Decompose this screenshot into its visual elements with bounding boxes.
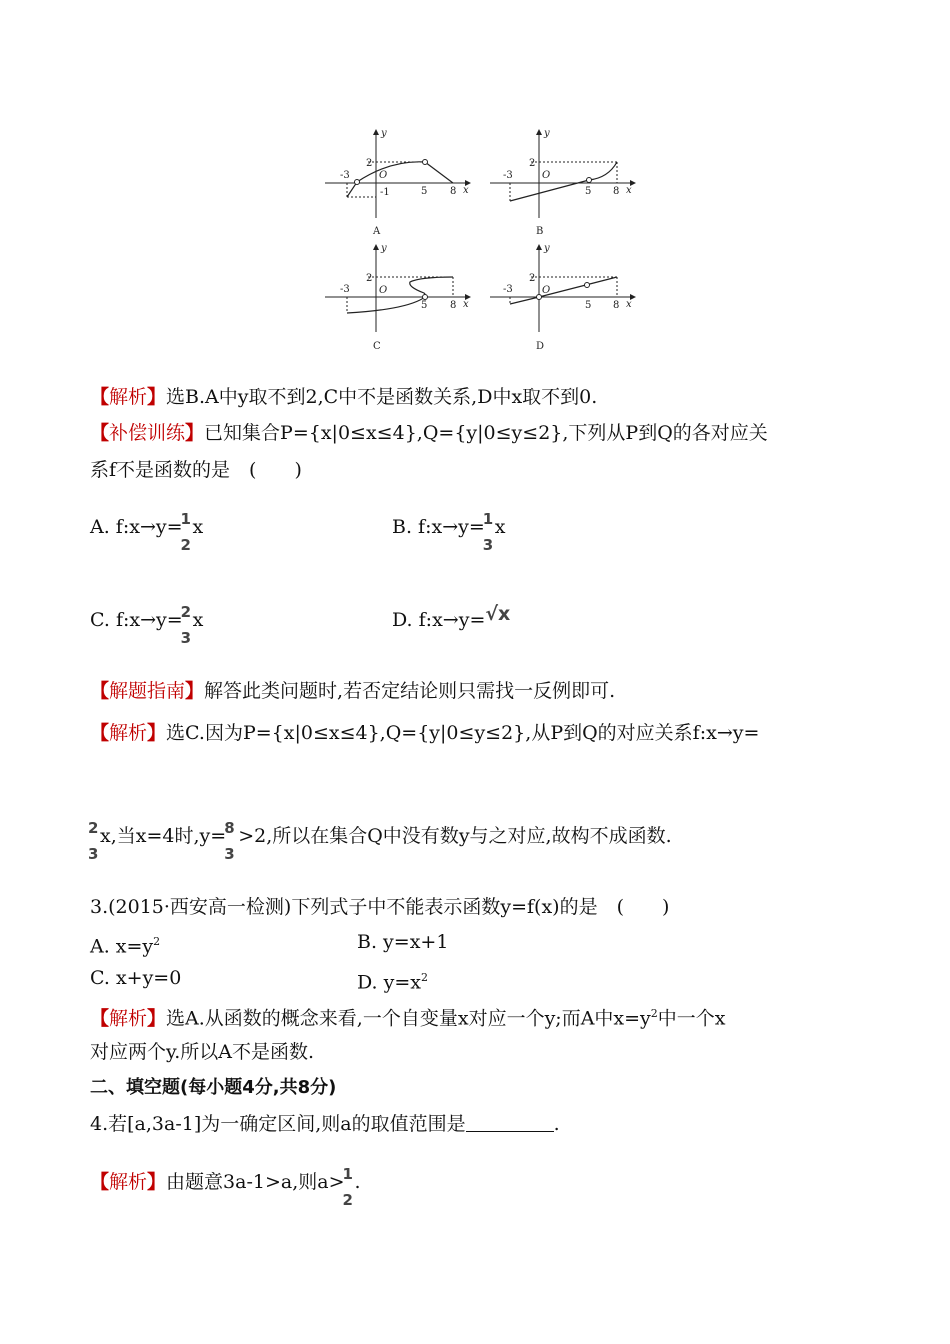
guide-tag: 【解题指南】: [90, 680, 205, 702]
comp-stem-line1: [90, 421, 768, 445]
frac-num: 1: [482, 510, 494, 528]
graph-a-tick-8: 8: [450, 186, 457, 197]
comp-solution-line1: [90, 721, 759, 745]
section-heading: 二、填空题(每小题4分,共8分): [90, 1077, 337, 1098]
q3-option-d: D. $y=x^2$: [357, 971, 429, 994]
graph-b-tick-8: 8: [613, 186, 620, 197]
q1-solution: [90, 385, 597, 409]
guide-line: [90, 679, 615, 703]
graph-c-x-label: x: [463, 299, 469, 310]
solution-tag: 【解析】: [90, 386, 167, 408]
graph-c-tick-neg3: -3: [340, 284, 350, 295]
graph-d-label: D: [536, 341, 545, 352]
frac-num: 8: [224, 819, 235, 837]
frac-num: 2: [180, 603, 192, 621]
graph-b-label: B: [536, 226, 544, 237]
graph-b-y-label: y: [544, 128, 550, 139]
q3-option-a: A. $x=y^2$: [90, 935, 161, 958]
graph-b-tick-neg3: -3: [503, 170, 513, 181]
comp-stem-text1: 已知集合P={x|0≤x≤4},Q={y|0≤y≤2},下列从P到Q的各对应关: [204, 422, 768, 444]
comp-solution-text1: 选C.因为P={x|0≤x≤4},Q={y|0≤y≤2},从P到Q的对应关系f:x→y=: [166, 722, 760, 744]
graph-a-origin: O: [379, 170, 388, 181]
frac-den: 3: [88, 845, 99, 863]
graph-d-tick-neg3: -3: [503, 284, 513, 295]
graph-c-tick-5: 5: [421, 300, 428, 311]
graph-a-tick-neg3: -3: [340, 170, 350, 181]
graph-a-tick-neg1: -1: [380, 187, 390, 198]
graph-a-label: A: [373, 226, 381, 237]
graph-a-y-label: y: [381, 128, 387, 139]
graph-b-x-label: x: [626, 185, 632, 196]
q3-option-c: C. x+y=0: [90, 967, 182, 989]
graph-c-tick-8: 8: [450, 300, 457, 311]
comp-option-b: B. f:x→y= 1 3 x: [392, 515, 505, 539]
q3-solution-line1: 【解析】选A.从函数的概念来看,一个自变量x对应一个y;而A中$x=y^2$中一个x: [90, 1007, 726, 1030]
q3-solution-line2: 对应两个y.所以A不是函数.: [90, 1041, 315, 1063]
graph-a-tick-2: 2: [366, 158, 373, 169]
frac-num: 1: [180, 510, 191, 528]
frac-num: 1: [342, 1165, 353, 1183]
sqrt-x: √x: [485, 603, 511, 625]
comp-solution-line2: 2 3 x,当x=4时,y= 8 3 >2,所以在集合Q中没有数y与之对应,故构不成函数.: [90, 824, 672, 848]
graph-d-x-label: x: [626, 299, 632, 310]
frac-den: 3: [180, 629, 192, 647]
graph-d-tick-5: 5: [585, 300, 592, 311]
q1-solution-text: 选B.A中y取不到2,C中不是函数关系,D中x取不到0.: [166, 386, 598, 408]
graph-c-label: C: [373, 341, 381, 352]
function-graphs-figure: [0, 0, 950, 360]
comp-stem-line2: 系f不是函数的是 ( ): [90, 459, 302, 481]
graph-a-tick-5: 5: [421, 186, 428, 197]
graph-d-origin: O: [542, 285, 551, 296]
solution-tag: 【解析】: [90, 1171, 167, 1193]
frac-den: 2: [342, 1191, 353, 1209]
graph-d-y-label: y: [544, 243, 550, 254]
q4-stem: 4.若[a,3a-1]为一确定区间,则a的取值范围是 .: [90, 1113, 560, 1135]
solution-tag: 【解析】: [90, 1007, 167, 1030]
frac-den: 3: [482, 536, 494, 554]
answer-blank[interactable]: [466, 1113, 554, 1132]
graph-b-origin: O: [542, 170, 551, 181]
comp-option-a: A. f:x→y= 1 2 x: [90, 515, 203, 539]
graph-c-origin: O: [379, 285, 388, 296]
frac-den: 2: [180, 536, 191, 554]
frac-den: 3: [224, 845, 235, 863]
comp-tag: 【补偿训练】: [90, 422, 205, 444]
comp-option-c: C. f:x→y= 2 3 x: [90, 608, 203, 632]
graph-c-tick-2: 2: [366, 273, 373, 284]
graph-c-y-label: y: [381, 243, 387, 254]
graph-a-x-label: x: [463, 185, 469, 196]
q3-stem: 3.(2015·西安高一检测)下列式子中不能表示函数y=f(x)的是 ( ): [90, 896, 670, 918]
graph-d-tick-2: 2: [529, 273, 536, 284]
graph-d-tick-8: 8: [613, 300, 620, 311]
q3-option-b: B. y=x+1: [357, 931, 449, 953]
q4-solution: 【解析】由题意3a-1>a,则a> 1 2 .: [90, 1170, 361, 1194]
guide-text: 解答此类问题时,若否定结论则只需找一反例即可.: [204, 680, 616, 702]
comp-option-d: D. f:x→y=√x: [392, 603, 511, 631]
frac-num: 2: [88, 819, 99, 837]
solution-tag: 【解析】: [90, 722, 167, 744]
graph-b-tick-5: 5: [585, 186, 592, 197]
graph-b-tick-2: 2: [529, 158, 536, 169]
